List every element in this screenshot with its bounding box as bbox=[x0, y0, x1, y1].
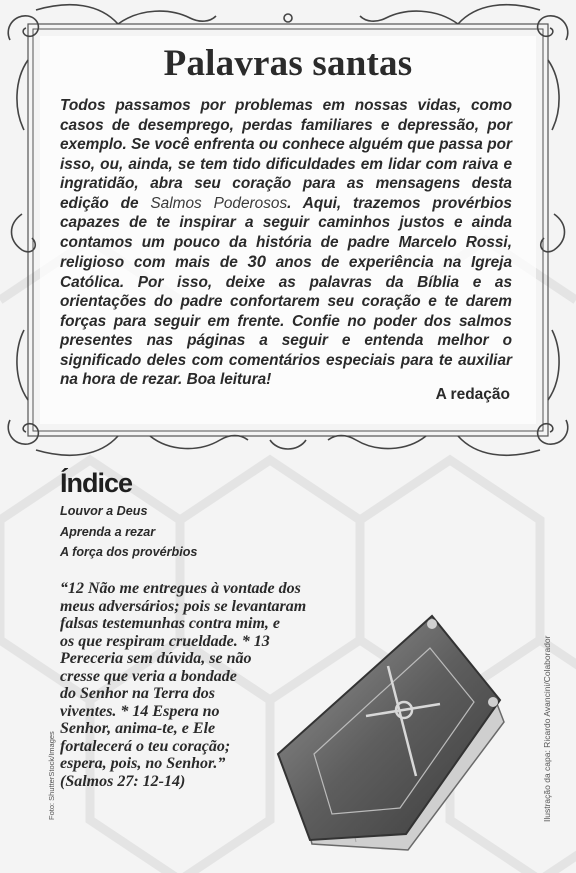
ornament-top bbox=[118, 11, 458, 24]
quote-line: fortalecerá o teu coração; bbox=[60, 737, 231, 755]
magazine-name: Salmos Poderosos bbox=[150, 194, 288, 212]
cover-credit: Ilustração da capa: Ricardo Avancini/Colaborador bbox=[542, 635, 552, 822]
index-list bbox=[60, 501, 197, 563]
years-number: 30 bbox=[247, 252, 267, 271]
quote-line: (Salmos 27: 12-14) bbox=[60, 772, 186, 790]
quote-line: Senhor, anima-te, e Ele bbox=[60, 720, 216, 737]
quote-line: Pereceria sem dúvida, se não bbox=[60, 650, 252, 667]
index-item: Louvor a Deus bbox=[60, 504, 148, 518]
index-item: Aprenda a rezar bbox=[60, 524, 156, 539]
psalm-quote bbox=[60, 580, 306, 790]
quote-line: falsas testemunhas contra mim, e bbox=[60, 615, 281, 632]
page-title: Palavras santas bbox=[163, 43, 413, 84]
quote-line: meus adversários; pois se levantaram bbox=[60, 597, 307, 615]
quote-line: espera, pois, no Senhor.” bbox=[60, 755, 226, 772]
ornament-bottom bbox=[150, 436, 426, 450]
intro-part-3: anos de experiência na Igreja Católica. Por isso, deixe as palavras da Bíblia e as orientações do padre confortarem seu coração e te darem forças para seguir em frente. Confie no poder dos salmos presentes nas páginas a seguir e entenda melhor o significado deles com comentários especiais para te auxiliar na hora de rezar. Boa leitura! bbox=[60, 254, 513, 388]
photo-credit: Foto: ShutterStock/Images bbox=[47, 731, 56, 820]
quote-line: do Senhor na Terra dos bbox=[60, 685, 216, 702]
intro-part-1: Todos passamos por problemas em nossas vidas, como casos de desemprego, perdas familiares e depressão, por exemplo. Se você enfrenta ou conhece alguém que passa por isso, ou, ainda, se tem tido dificuldades em lidar com raiva e ingratidão, abra seu coração para as mensagens desta edição de bbox=[60, 97, 512, 212]
index-title: Índice bbox=[60, 468, 133, 498]
quote-line: os que respiram crueldade. * 13 bbox=[60, 632, 270, 650]
intro-text bbox=[60, 96, 512, 390]
quote-line: cresse que veria a bondade bbox=[60, 667, 237, 685]
signature: A redação bbox=[435, 386, 510, 403]
intro-part-2: . Aqui, trazemos provérbios capazes de te inspirar a seguir caminhos justos e ainda contamos um pouco da história de padre Marcelo Rossi, religioso com mais de bbox=[60, 194, 512, 271]
quote-line: “12 Não me entregues à vontade dos bbox=[60, 580, 301, 597]
quote-line: viventes. * 14 Espera no bbox=[60, 702, 220, 720]
index-item: A força dos provérbios bbox=[60, 545, 198, 559]
